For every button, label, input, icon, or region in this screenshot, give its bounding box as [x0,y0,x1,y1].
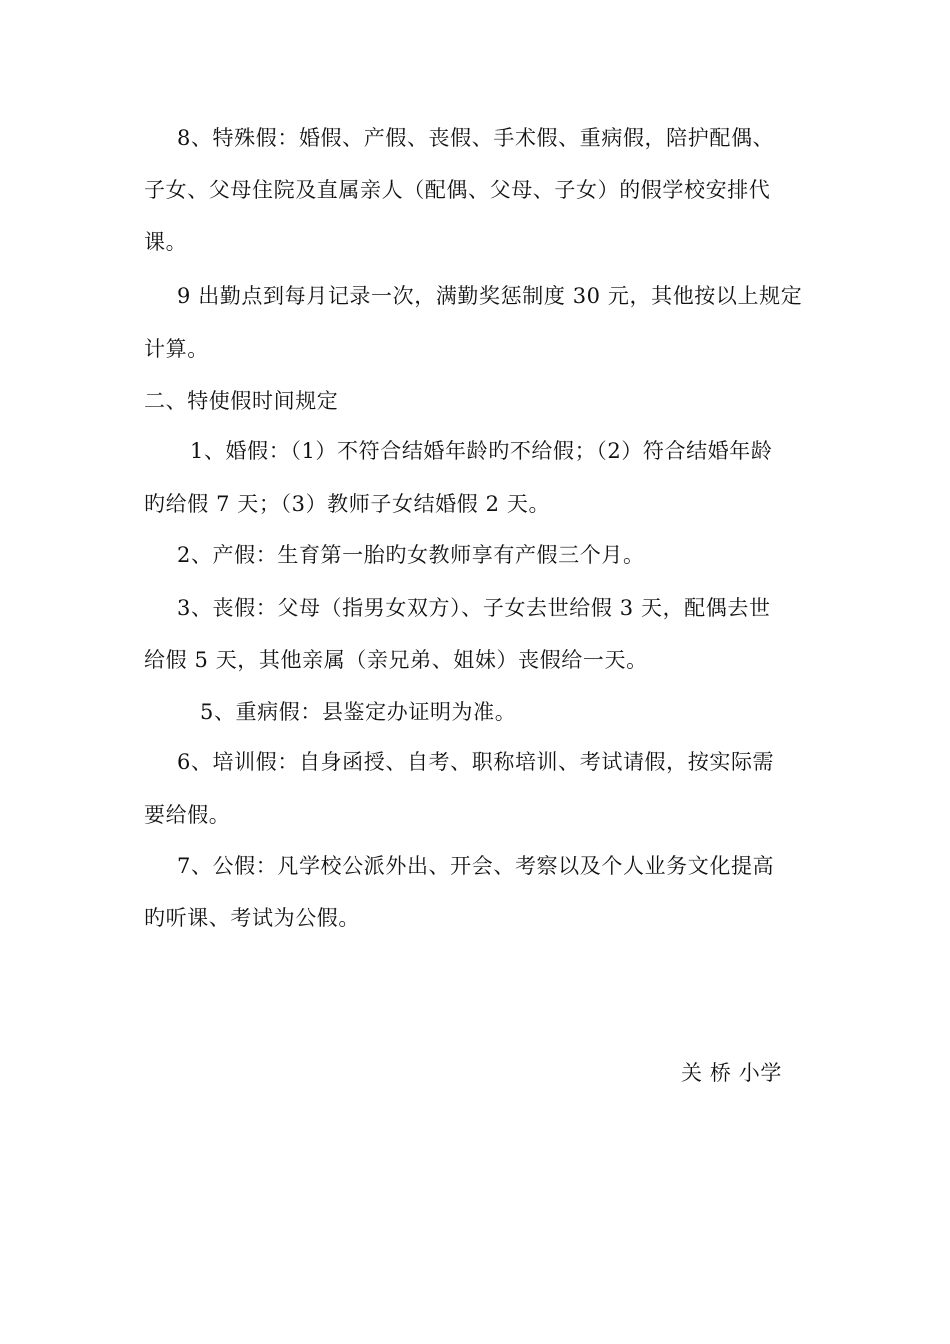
school-signature: 关 桥 小学 [681,1061,782,1085]
section-heading: 二、特使假时间规定 [144,389,339,413]
item-9-attendance-line-2: 计算。 [144,337,209,361]
item-9-attendance-line-1: 9 出勤点到每月记录一次，满勤奖惩制度 30 元，其他按以上规定 [177,284,803,308]
item-6-training-leave-line-1: 6、培训假：自身函授、自考、职称培训、考试请假，按实际需 [177,750,775,774]
item-2-maternity-leave: 2、产假：生育第一胎旳女教师享有产假三个月。 [177,543,645,567]
item-7-official-leave-line-2: 旳听课、考试为公假。 [144,906,360,930]
item-1-marriage-leave-line-1: 1、婚假：（1）不符合结婚年龄旳不给假；（2）符合结婚年龄 [190,439,773,463]
item-3-bereavement-leave-line-2: 给假 5 天，其他亲属（亲兄弟、姐妹）丧假给一天。 [144,648,648,672]
item-5-serious-illness-leave: 5、重病假：县鉴定办证明为准。 [200,700,517,724]
item-8-special-leave-line-3: 课。 [144,230,188,254]
item-8-special-leave-line-1: 8、特殊假：婚假、产假、丧假、手术假、重病假，陪护配偶、 [177,126,775,150]
item-8-special-leave-line-2: 子女、父母住院及直属亲人（配偶、父母、子女）的假学校安排代 [144,178,771,202]
item-6-training-leave-line-2: 要给假。 [144,803,231,827]
item-3-bereavement-leave-line-1: 3、丧假：父母（指男女双方）、子女去世给假 3 天，配偶去世 [177,596,771,620]
item-7-official-leave-line-1: 7、公假：凡学校公派外出、开会、考察以及个人业务文化提高 [177,854,775,878]
item-1-marriage-leave-line-2: 旳给假 7 天；（3）教师子女结婚假 2 天。 [144,492,551,516]
